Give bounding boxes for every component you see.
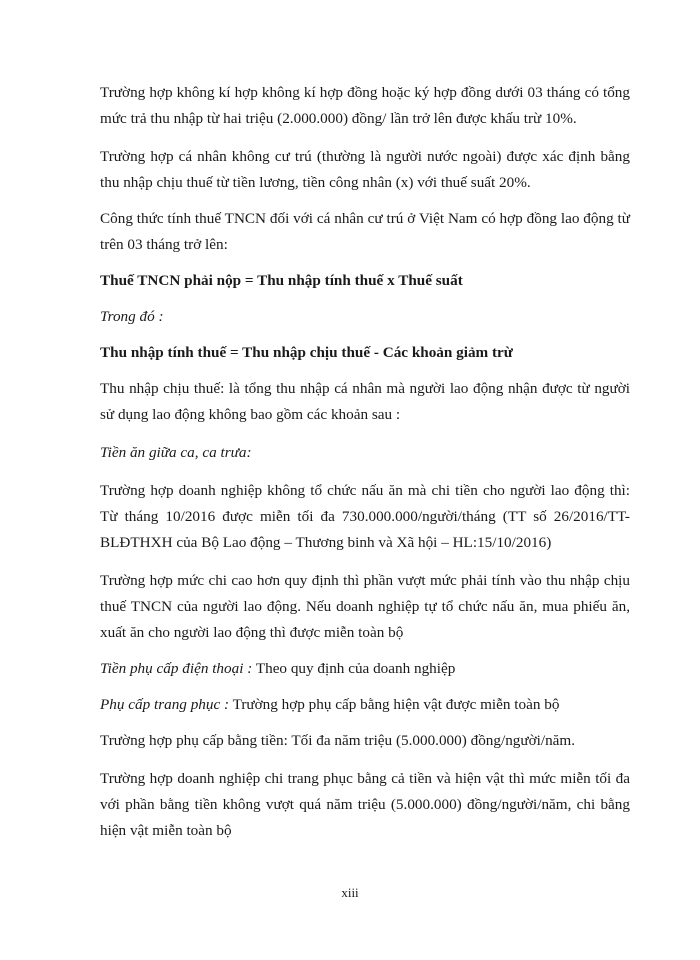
- phone-allowance-label: Tiền phụ cấp điện thoại :: [100, 660, 253, 677]
- uniform-allowance-text: Trường hợp phụ cấp bằng hiện vật được miễn toàn bộ: [229, 696, 560, 713]
- paragraph-taxable-income-definition: Thu nhập chịu thuế: là tổng thu nhập cá nhân mà người lao động nhận được từ người sử dụng lao động không bao gồm các khoản sau :: [100, 380, 630, 423]
- uniform-allowance-label: Phụ cấp trang phục :: [100, 696, 230, 713]
- paragraph-phone-allowance: [100, 656, 630, 682]
- paragraph-meal-allowance: Trường hợp doanh nghiệp không tổ chức nấu ăn mà chi tiền cho người lao động thì: Từ tháng 10/2016 được miễn tối đa 730.000.000/người/tháng (TT số 26/2016/TT-BLĐTHXH của Bộ Lao động – Thương binh và Xã hội – HL:15/10/2016): [100, 482, 630, 551]
- paragraph-exceeding-limit: Trường hợp mức chi cao hơn quy định thì phần vượt mức phải tính vào thu nhập chịu thuế TNCN của người lao động. Nếu doanh nghiệp tự tổ chức nấu ăn, mua phiếu ăn, xuất ăn cho người lao động thì được miễn toàn bộ: [100, 572, 630, 641]
- paragraph-cash-allowance: Trường hợp phụ cấp bằng tiền: Tối đa năm triệu (5.000.000) đồng/người/năm.: [100, 732, 576, 749]
- paragraph-mixed-allowance: Trường hợp doanh nghiệp chi trang phục bằng cả tiền và hiện vật thì mức miễn tối đa với phần bằng tiền không vượt quá năm triệu (5.000.000) đồng/người/năm, chi bằng hiện vật miễn toàn bộ: [100, 770, 630, 839]
- where-label: Trong đó :: [100, 308, 164, 325]
- paragraph-formula-intro: Công thức tính thuế TNCN đối với cá nhân cư trú ở Việt Nam có hợp đồng lao động từ trên 03 tháng trở lên:: [100, 210, 630, 253]
- page-number: xiii: [341, 885, 359, 900]
- heading-meal-allowance: Tiền ăn giữa ca, ca trưa:: [100, 444, 252, 461]
- paragraph-uniform-allowance: [100, 692, 630, 718]
- paragraph-non-resident: Trường hợp cá nhân không cư trú (thường là người nước ngoài) được xác định bằng thu nhập chịu thuế từ tiền lương, tiền công nhân (x) với thuế suất 20%.: [100, 148, 630, 191]
- formula-taxable-income: Thu nhập tính thuế = Thu nhập chịu thuế - Các khoản giảm trừ: [100, 344, 513, 361]
- phone-allowance-text: Theo quy định của doanh nghiệp: [252, 660, 456, 677]
- paragraph-contract-under-3-months: Trường hợp không kí hợp không kí hợp đồng hoặc ký hợp đồng dưới 03 tháng có tổng mức trả thu nhập từ hai triệu (2.000.000) đồng/ lần trở lên được khấu trừ 10%.: [100, 84, 630, 127]
- formula-tax-payable: Thuế TNCN phải nộp = Thu nhập tính thuế x Thuế suất: [100, 272, 463, 289]
